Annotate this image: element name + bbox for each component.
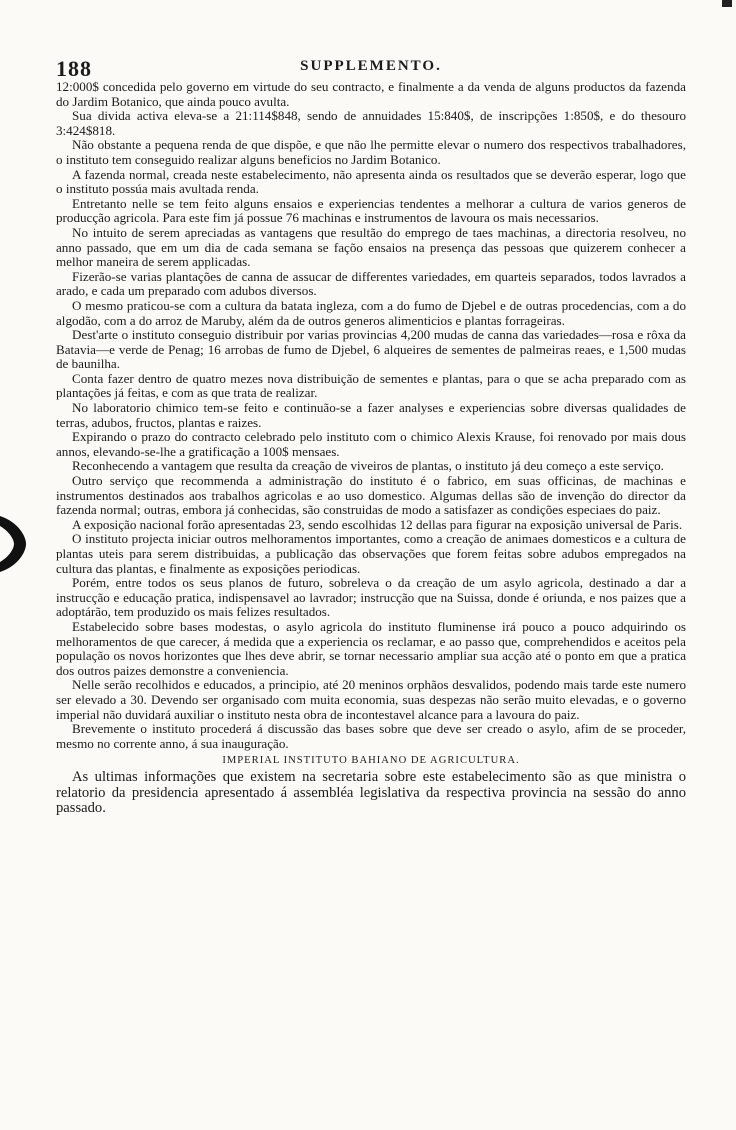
paragraph: Sua divida activa eleva-se a 21:114$848, sendo de annuidades 15:840$, de inscripções 1:850$, e do thesouro 3:424$818. xyxy=(56,108,686,138)
paragraph: Reconhecendo a vantagem que resulta da creação de viveiros de plantas, o instituto já deu começo a este serviço. xyxy=(72,458,664,474)
paragraph: 12:000$ concedida pelo governo em virtude do seu contracto, e finalmente a da venda de alguns productos da fazenda do Jardim Botanico, que ainda pouco avulta. xyxy=(56,79,686,109)
binding-hole-mark xyxy=(0,512,30,576)
paragraph: Estabelecido sobre bases modestas, o asylo agricola do instituto fluminense irá pouco a pouco adquirindo os melhoramentos de que carecer, á medida que a experiencia os reclamar, e ao passo que, comprehendidos e aceitos pela população os novos horizontes que lhes deve abrir, se tornar necessario ampliar sua acção até o ponto em que a pratica dos outros paizes demonstre a conveniencia. xyxy=(56,618,686,678)
paragraph: A fazenda normal, creada neste estabelecimento, não apresenta ainda os resultados que se deverão esperar, logo que o instituto possúa mais avultada renda. xyxy=(56,166,686,197)
corner-ink-mark xyxy=(722,0,732,7)
paragraph: No intuito de serem apreciadas as vantagens que resultão do emprego de taes machinas, a directoria resolveu, no anno passado, que em um dia de cada semana se façõo ensaios na presença das pessoas que quizerem conhecer a melhor maneira de serem applicadas. xyxy=(56,224,686,270)
paragraph: A exposição nacional forão apresentadas 23, sendo escolhidas 12 dellas para figurar na exposição universal de Paris. xyxy=(72,516,683,532)
paragraph: Expirando o prazo do contracto celebrado pelo instituto com o chimico Alexis Krause, foi renovado por mais dous annos, elevando-se-lhe a gratificação a 100$ mensaes. xyxy=(56,429,686,459)
document-page xyxy=(56,50,686,817)
paragraph: Porém, entre todos os seus planos de futuro, sobreleva o da creação de um asylo agricola, destinado a dar a instrucção e educação pratica, indispensavel ao lavrador; instrucção que na Suissa, donde é oriunda, e nos paizes que a adoptárão, tem produzido os mais felizes resultados. xyxy=(56,575,686,620)
page-header xyxy=(56,50,686,80)
page-number: 188 xyxy=(56,56,92,81)
paragraph: Entretanto nelle se tem feito alguns ensaios e experiencias tendentes a melhorar a cultura de varios generos de producção agricola. Para este fim já possue 76 machinas e instrumentos de lavoura os mais necessarios. xyxy=(56,195,686,226)
paragraph: O instituto projecta iniciar outros melhoramentos importantes, como a creação de animaes domesticos e a cultura de plantas uteis para serem distribuidas, a publicação das observações que forem feitas sobre adubos empregados na cultura das plantas, e finalmente as exposições periodicas. xyxy=(56,531,686,576)
paragraph: Não obstante a pequena renda de que dispõe, e que não lhe permitte elevar o numero dos respectivos trabalhadores, o instituto tem conseguido realizar alguns beneficios no Jardim Botanico. xyxy=(56,137,686,167)
paragraph: Brevemente o instituto procederá á discussão das bases sobre que deve ser creado o asylo, afim de se proceder, mesmo no corrente anno, á sua inauguração. xyxy=(56,721,686,751)
paragraph: O mesmo praticou-se com a cultura da batata ingleza, com a do fumo de Djebel e de outras procedencias, com a do algodão, com a do arroz de Maruby, além da de outros generos alimenticios e plantas forrageiras. xyxy=(56,297,686,328)
paragraph: No laboratorio chimico tem-se feito e continuão-se a fazer analyses e experiencias sobre diversas qualidades de terras, adubos, fructos, plantas e raizes. xyxy=(56,400,686,430)
paragraph: As ultimas informações que existem na secretaria sobre este estabelecimento são as que ministra o relatorio da presidencia apresentado á assembléa legislativa da respectiva provincia na sessão do anno passado. xyxy=(56,769,686,817)
paragraph: Nelle serão recolhidos e educados, a principio, até 20 meninos orphãos desvalidos, podendo mais tarde este numero ser elevado a 30. Devendo ser organisado com muita economia, suas despezas não serão muito elevadas, e o governo imperial não duvidará auxiliar o instituto nesta obra de incontestavel alcance para a lavoura do paiz. xyxy=(56,677,686,722)
paragraph: Conta fazer dentro de quatro mezes nova distribuição de sementes e plantas, para o que se acha preparado com as plantações já feitas, e com as que trata de realizar. xyxy=(56,370,686,401)
paragraph: Outro serviço que recommenda a administração do instituto é o fabrico, em suas officinas, de machinas e instrumentos destinados aos trabalhos agricolas e ao uso domestico. Algumas dellas são de invenção do director da fazenda normal; outras, embora já conhecidas, são construidas de modo a satisfazer as condições especiaes do paiz. xyxy=(56,473,686,518)
paragraph: Fizerão-se varias plantações de canna de assucar de differentes variedades, em quarteis separados, todos lavrados a arado, e cada um preparado com adubos diversos. xyxy=(56,268,686,299)
document-body xyxy=(56,80,686,817)
running-head: SUPPLEMENTO. xyxy=(300,58,442,74)
paragraph: Dest'arte o instituto conseguio distribuir por varias provincias 4,200 mudas de canna das variedades—rosa e rôxa da Batavia—e verde de Penag; 16 arrobas de fumo de Djebel, 6 alqueires de sementes de palmeiras reaes, e 1,500 mudas de baunilha. xyxy=(56,327,686,372)
section-heading: IMPERIAL INSTITUTO BAHIANO DE AGRICULTURA. xyxy=(222,755,520,767)
